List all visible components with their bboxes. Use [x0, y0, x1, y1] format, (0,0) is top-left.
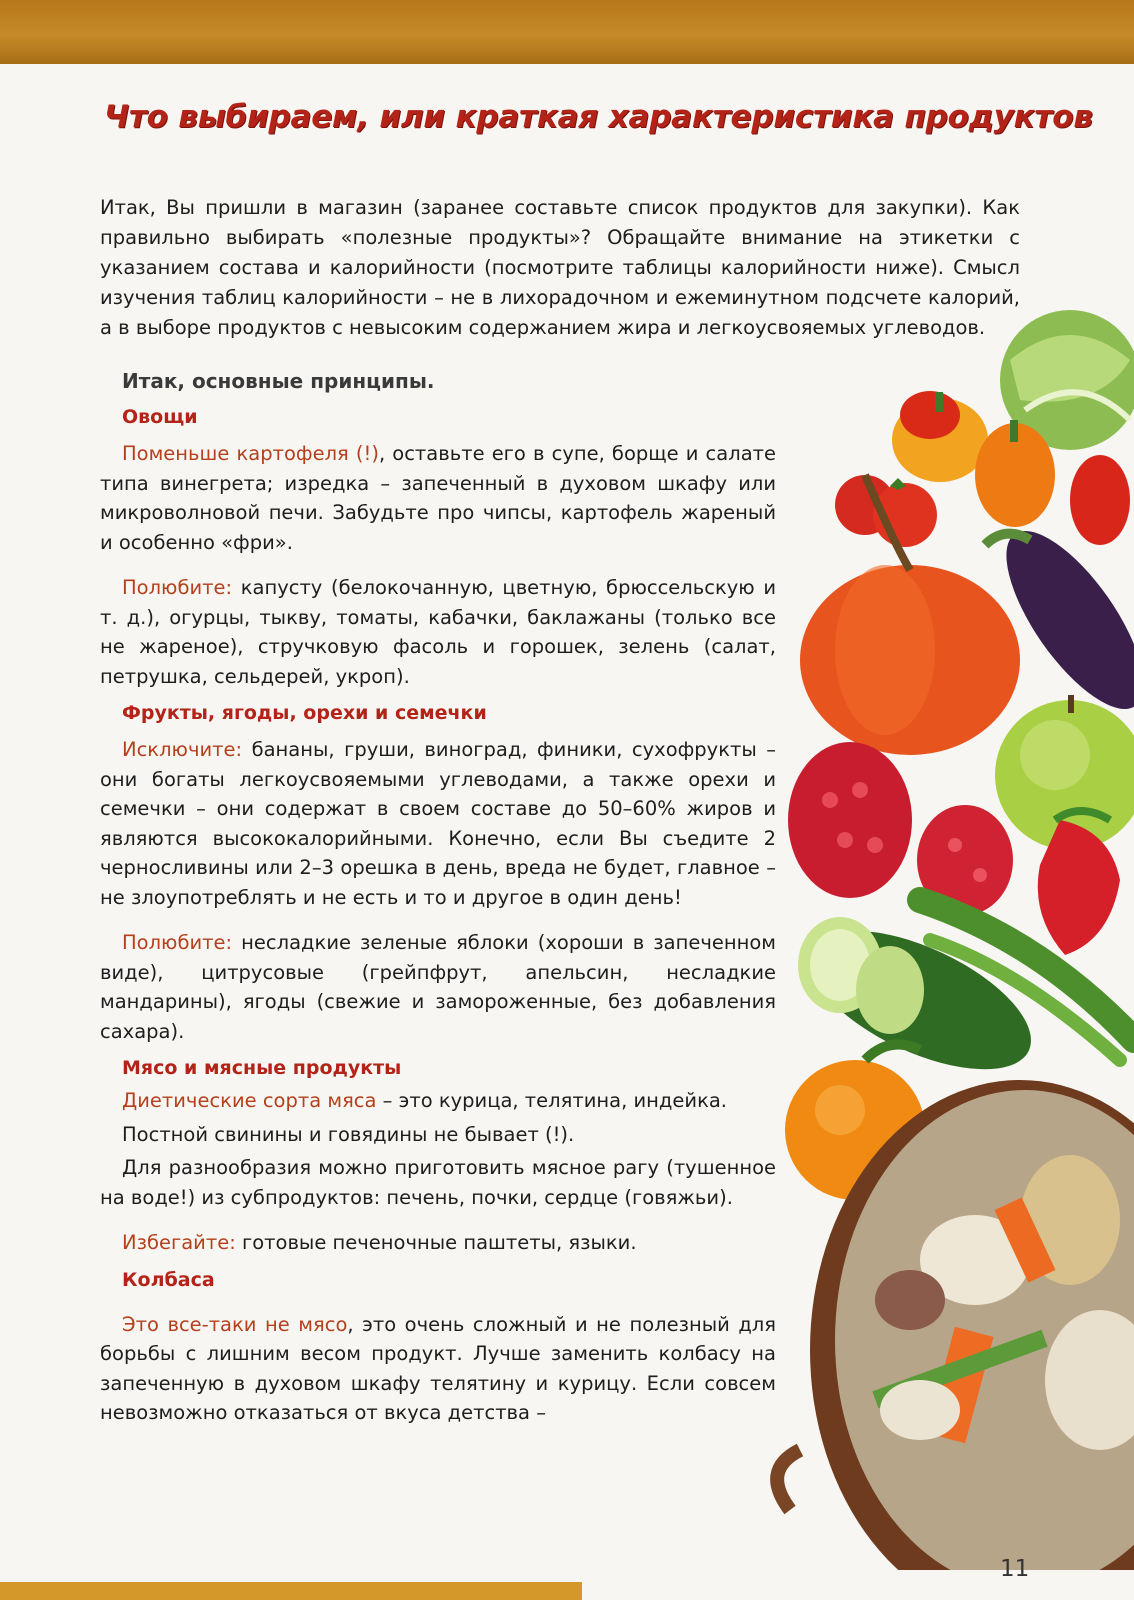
accent-text: Диетические сорта мяса [122, 1089, 377, 1112]
header-band [0, 0, 1134, 64]
vegetables-paragraph-1 [100, 439, 776, 557]
body-text: готовые печеночные паштеты, языки. [235, 1231, 637, 1254]
accent-text: Избегайте: [122, 1231, 236, 1254]
fruits-paragraph-1 [100, 735, 776, 912]
body-text: – это курица, телятина, индейка. [376, 1089, 727, 1112]
sausage-paragraph-1 [100, 1310, 776, 1428]
body-text: бананы, груши, виноград, финики, сухофрукты – они богаты легкоусвояемыми углеводами, а также орехи и семечки – они содержат в своем составе до 50–60% жиров и являются высококалорийными. Конечно, если Вы съедите 2 черносливины или 2–3 орешка в день, вреда не будет, главное – не злоупотреблять и не есть и то и другое в один день! [100, 738, 776, 909]
accent-text: Это все-таки не мясо [122, 1312, 348, 1336]
food-illustration [770, 300, 1134, 1570]
page-title: Что выбираем, или краткая характеристика продуктов [104, 99, 1093, 135]
accent-text: Поменьше картофеля (!) [122, 442, 379, 465]
raspberry-illustration [788, 742, 1013, 915]
meat-heading: Мясо и мясные продукты [122, 1057, 402, 1079]
body-text: капусту (белокочанную, цветную, брюссельскую и т. д.), огурцы, тыкву, томаты, кабачки, баклажаны (только все не жареное), стручковую фасоль и горошек, зелень (салат, петрушка, сельдерей, укроп). [100, 576, 776, 688]
fruits-paragraph-2 [100, 928, 776, 1046]
intro-paragraph: Итак, Вы пришли в магазин (заранее составьте список продуктов для закупки). Как правильно выбирать «полезные продукты»? Обращайте внимание на этикетки с указанием состава и калорийности (посмотрите таблицы калорийности ниже). Смысл изучения таблиц калорийности – не в лихорадочном и ежеминутном подсчете калорий, а в выборе продуктов с невысоким содержанием жира и легкоусвояемых углеводов. [100, 196, 1020, 339]
sausage-heading: Колбаса [122, 1268, 215, 1291]
meat-paragraph-3 [100, 1228, 776, 1258]
meat-paragraph-2: Для разнообразия можно приготовить мясное рагу (тушенное на воде!) из субпродуктов: печень, почки, сердце (говяжьи). [100, 1156, 776, 1209]
text-column [100, 367, 776, 1428]
meat-paragraph-1b: Постной свинины и говядины не бывает (!). [122, 1122, 575, 1146]
body-text: несладкие зеленые яблоки (хороши в запеченном виде), цитрусовые (грейпфрут, апельсин, несладкие мандарины), ягоды (свежие и замороженные, без добавления сахара). [100, 931, 776, 1043]
meat-paragraph-1 [100, 1086, 776, 1116]
vegetables-heading: Овощи [122, 406, 198, 428]
fruits-heading: Фрукты, ягоды, орехи и семечки [122, 702, 487, 724]
footer-band [0, 1582, 582, 1600]
principles-heading: Итак, основные принципы. [122, 369, 435, 393]
page-number: 11 [1000, 1556, 1030, 1582]
accent-text: Полюбите: [122, 931, 233, 954]
body-text: , оставьте его в супе, борще и салате типа винегрета; изредка – запеченный в духовом шкафу или микроволновой печи. Забудьте про чипсы, картофель жареный и особенно «фри». [100, 442, 776, 554]
body-text: , это очень сложный и не полезный для борьбы с лишним весом продукт. Лучше заменить колбасу на запеченную в духовом шкафу телятину и курицу. Если совсем невозможно отказаться от вкуса детства – [100, 1312, 776, 1424]
accent-text: Исключите: [122, 738, 243, 761]
vegetables-paragraph-2 [100, 573, 776, 691]
accent-text: Полюбите: [122, 576, 233, 599]
tomatoes-illustration [835, 475, 937, 547]
